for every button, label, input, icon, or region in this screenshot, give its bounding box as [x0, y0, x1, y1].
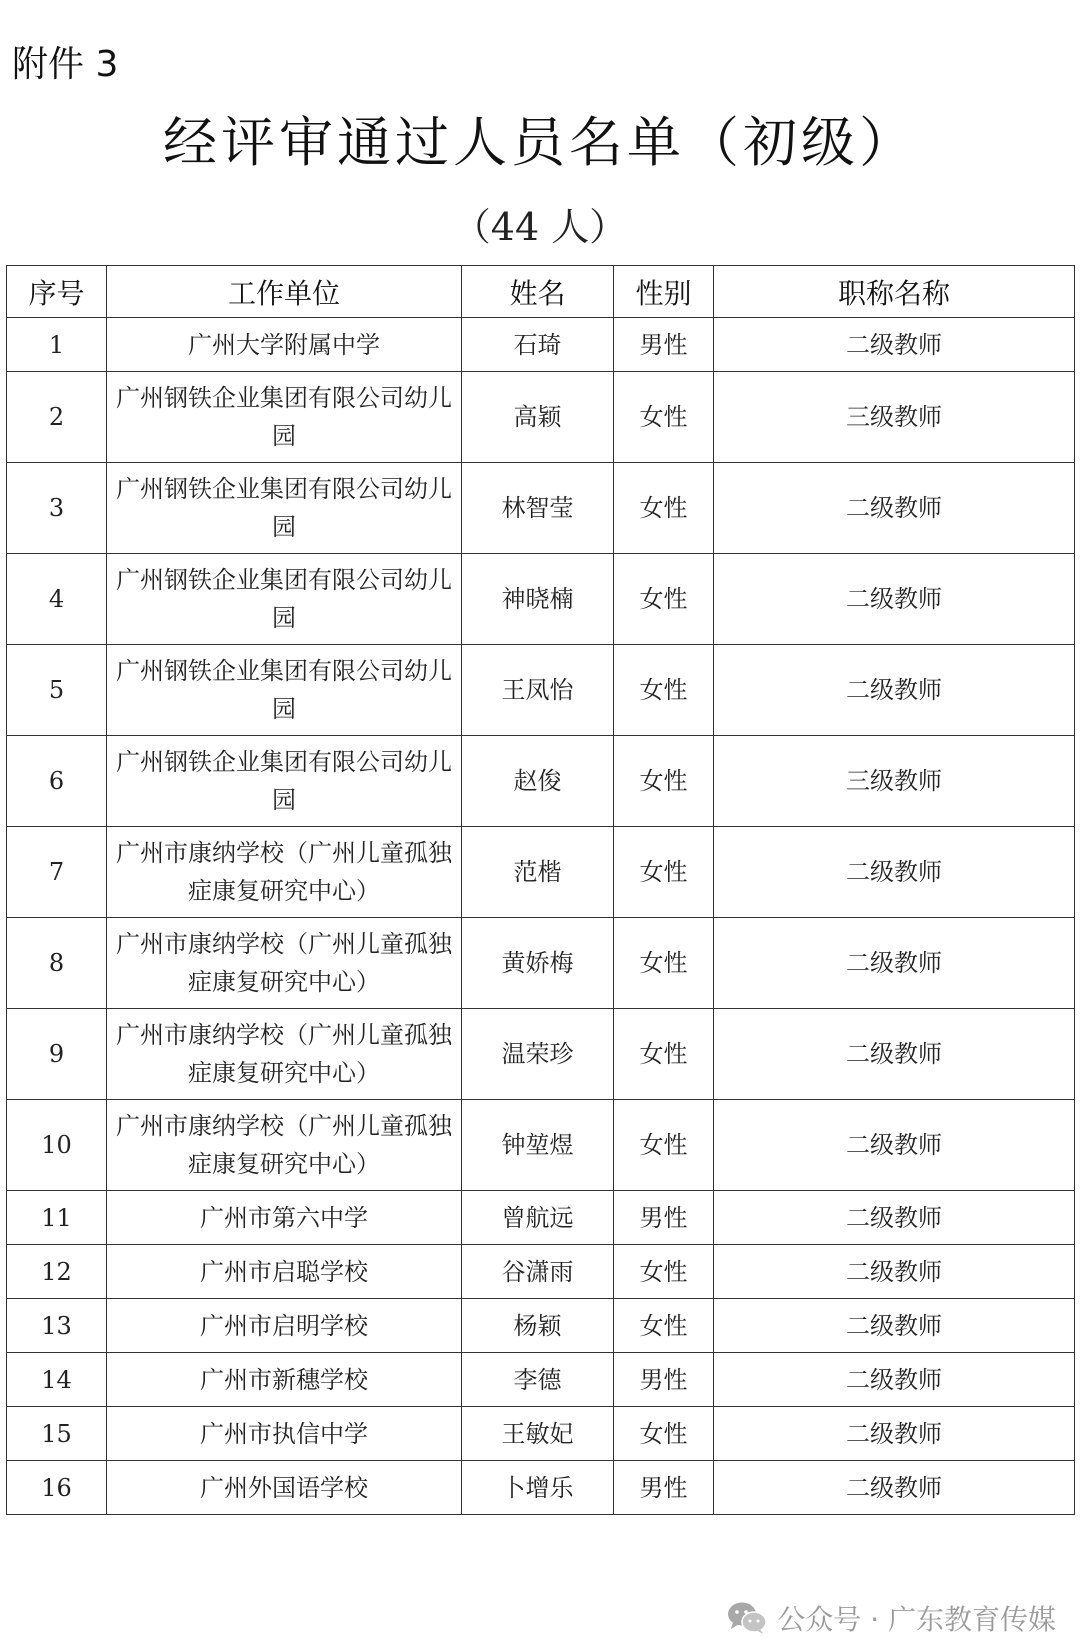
- table-row: [7, 1100, 1075, 1191]
- cell-title: 三级教师: [714, 372, 1075, 463]
- cell-title: 二级教师: [714, 463, 1075, 554]
- column-header-title: 职称名称: [714, 266, 1075, 318]
- cell-name: 林智莹: [462, 463, 614, 554]
- cell-gender: 女性: [614, 463, 714, 554]
- table-row: [7, 1009, 1075, 1100]
- cell-gender: 女性: [614, 554, 714, 645]
- table-row: [7, 1191, 1075, 1245]
- cell-unit: 广州市启聪学校: [107, 1245, 462, 1299]
- column-header-number: 序号: [7, 266, 107, 318]
- cell-name: 温荣珍: [462, 1009, 614, 1100]
- table-row: [7, 1461, 1075, 1515]
- cell-gender: 女性: [614, 827, 714, 918]
- cell-number: 8: [7, 918, 107, 1009]
- table-row: [7, 318, 1075, 372]
- cell-unit: 广州钢铁企业集团有限公司幼儿园: [107, 463, 462, 554]
- cell-name: 石琦: [462, 318, 614, 372]
- cell-gender: 女性: [614, 918, 714, 1009]
- cell-number: 5: [7, 645, 107, 736]
- column-header-gender: 性别: [614, 266, 714, 318]
- cell-number: 9: [7, 1009, 107, 1100]
- cell-title: 二级教师: [714, 918, 1075, 1009]
- watermark-text: 公众号 · 广东教育传媒: [777, 1603, 1056, 1636]
- cell-number: 4: [7, 554, 107, 645]
- cell-unit: 广州市康纳学校（广州儿童孤独症康复研究中心）: [107, 1009, 462, 1100]
- cell-number: 10: [7, 1100, 107, 1191]
- cell-unit: 广州钢铁企业集团有限公司幼儿园: [107, 645, 462, 736]
- cell-name: 李德: [462, 1353, 614, 1407]
- roster-table: [6, 265, 1075, 1515]
- cell-number: 16: [7, 1461, 107, 1515]
- cell-gender: 女性: [614, 1100, 714, 1191]
- cell-name: 赵俊: [462, 736, 614, 827]
- cell-title: 二级教师: [714, 1245, 1075, 1299]
- cell-title: 二级教师: [714, 1461, 1075, 1515]
- cell-number: 13: [7, 1299, 107, 1353]
- column-header-name: 姓名: [462, 266, 614, 318]
- table-row: [7, 918, 1075, 1009]
- cell-number: 2: [7, 372, 107, 463]
- cell-title: 二级教师: [714, 1407, 1075, 1461]
- cell-unit: 广州外国语学校: [107, 1461, 462, 1515]
- cell-name: 高颖: [462, 372, 614, 463]
- cell-name: 王凤怡: [462, 645, 614, 736]
- cell-unit: 广州市康纳学校（广州儿童孤独症康复研究中心）: [107, 1100, 462, 1191]
- cell-title: 三级教师: [714, 736, 1075, 827]
- cell-title: 二级教师: [714, 827, 1075, 918]
- table-row: [7, 1407, 1075, 1461]
- cell-gender: 女性: [614, 1407, 714, 1461]
- cell-unit: 广州市康纳学校（广州儿童孤独症康复研究中心）: [107, 918, 462, 1009]
- cell-unit: 广州大学附属中学: [107, 318, 462, 372]
- cell-unit: 广州市第六中学: [107, 1191, 462, 1245]
- table-header-row: [7, 266, 1075, 318]
- wechat-icon: [727, 1601, 767, 1635]
- document-subtitle: （44 人）: [452, 205, 628, 249]
- column-header-unit: 工作单位: [107, 266, 462, 318]
- table-row: [7, 554, 1075, 645]
- cell-name: 黄娇梅: [462, 918, 614, 1009]
- cell-name: 神晓楠: [462, 554, 614, 645]
- cell-gender: 女性: [614, 1245, 714, 1299]
- table-row: [7, 736, 1075, 827]
- cell-name: 卜增乐: [462, 1461, 614, 1515]
- cell-number: 12: [7, 1245, 107, 1299]
- cell-name: 范楷: [462, 827, 614, 918]
- document-title: 经评审通过人员名单（初级）: [163, 111, 917, 174]
- cell-number: 14: [7, 1353, 107, 1407]
- table-row: [7, 1353, 1075, 1407]
- cell-title: 二级教师: [714, 1353, 1075, 1407]
- cell-number: 7: [7, 827, 107, 918]
- table-row: [7, 1299, 1075, 1353]
- cell-number: 11: [7, 1191, 107, 1245]
- cell-name: 王敏妃: [462, 1407, 614, 1461]
- table-row: [7, 372, 1075, 463]
- cell-unit: 广州钢铁企业集团有限公司幼儿园: [107, 736, 462, 827]
- cell-name: 谷潇雨: [462, 1245, 614, 1299]
- table-row: [7, 827, 1075, 918]
- cell-gender: 女性: [614, 372, 714, 463]
- cell-name: 曾航远: [462, 1191, 614, 1245]
- cell-title: 二级教师: [714, 1299, 1075, 1353]
- cell-title: 二级教师: [714, 1100, 1075, 1191]
- table-row: [7, 645, 1075, 736]
- cell-gender: 女性: [614, 1009, 714, 1100]
- table-row: [7, 1245, 1075, 1299]
- cell-number: 6: [7, 736, 107, 827]
- cell-name: 钟堃煜: [462, 1100, 614, 1191]
- cell-gender: 女性: [614, 645, 714, 736]
- cell-gender: 女性: [614, 736, 714, 827]
- cell-gender: 男性: [614, 1461, 714, 1515]
- watermark: [727, 1598, 1056, 1638]
- cell-number: 15: [7, 1407, 107, 1461]
- cell-title: 二级教师: [714, 318, 1075, 372]
- cell-title: 二级教师: [714, 1191, 1075, 1245]
- cell-unit: 广州市执信中学: [107, 1407, 462, 1461]
- cell-title: 二级教师: [714, 554, 1075, 645]
- table-row: [7, 463, 1075, 554]
- cell-name: 杨颖: [462, 1299, 614, 1353]
- cell-unit: 广州市康纳学校（广州儿童孤独症康复研究中心）: [107, 827, 462, 918]
- cell-gender: 男性: [614, 1191, 714, 1245]
- cell-gender: 女性: [614, 1299, 714, 1353]
- cell-gender: 男性: [614, 318, 714, 372]
- cell-number: 1: [7, 318, 107, 372]
- attachment-label: 附件 3: [12, 44, 119, 85]
- cell-unit: 广州市启明学校: [107, 1299, 462, 1353]
- cell-number: 3: [7, 463, 107, 554]
- cell-title: 二级教师: [714, 1009, 1075, 1100]
- cell-gender: 男性: [614, 1353, 714, 1407]
- cell-unit: 广州钢铁企业集团有限公司幼儿园: [107, 554, 462, 645]
- cell-title: 二级教师: [714, 645, 1075, 736]
- cell-unit: 广州钢铁企业集团有限公司幼儿园: [107, 372, 462, 463]
- cell-unit: 广州市新穗学校: [107, 1353, 462, 1407]
